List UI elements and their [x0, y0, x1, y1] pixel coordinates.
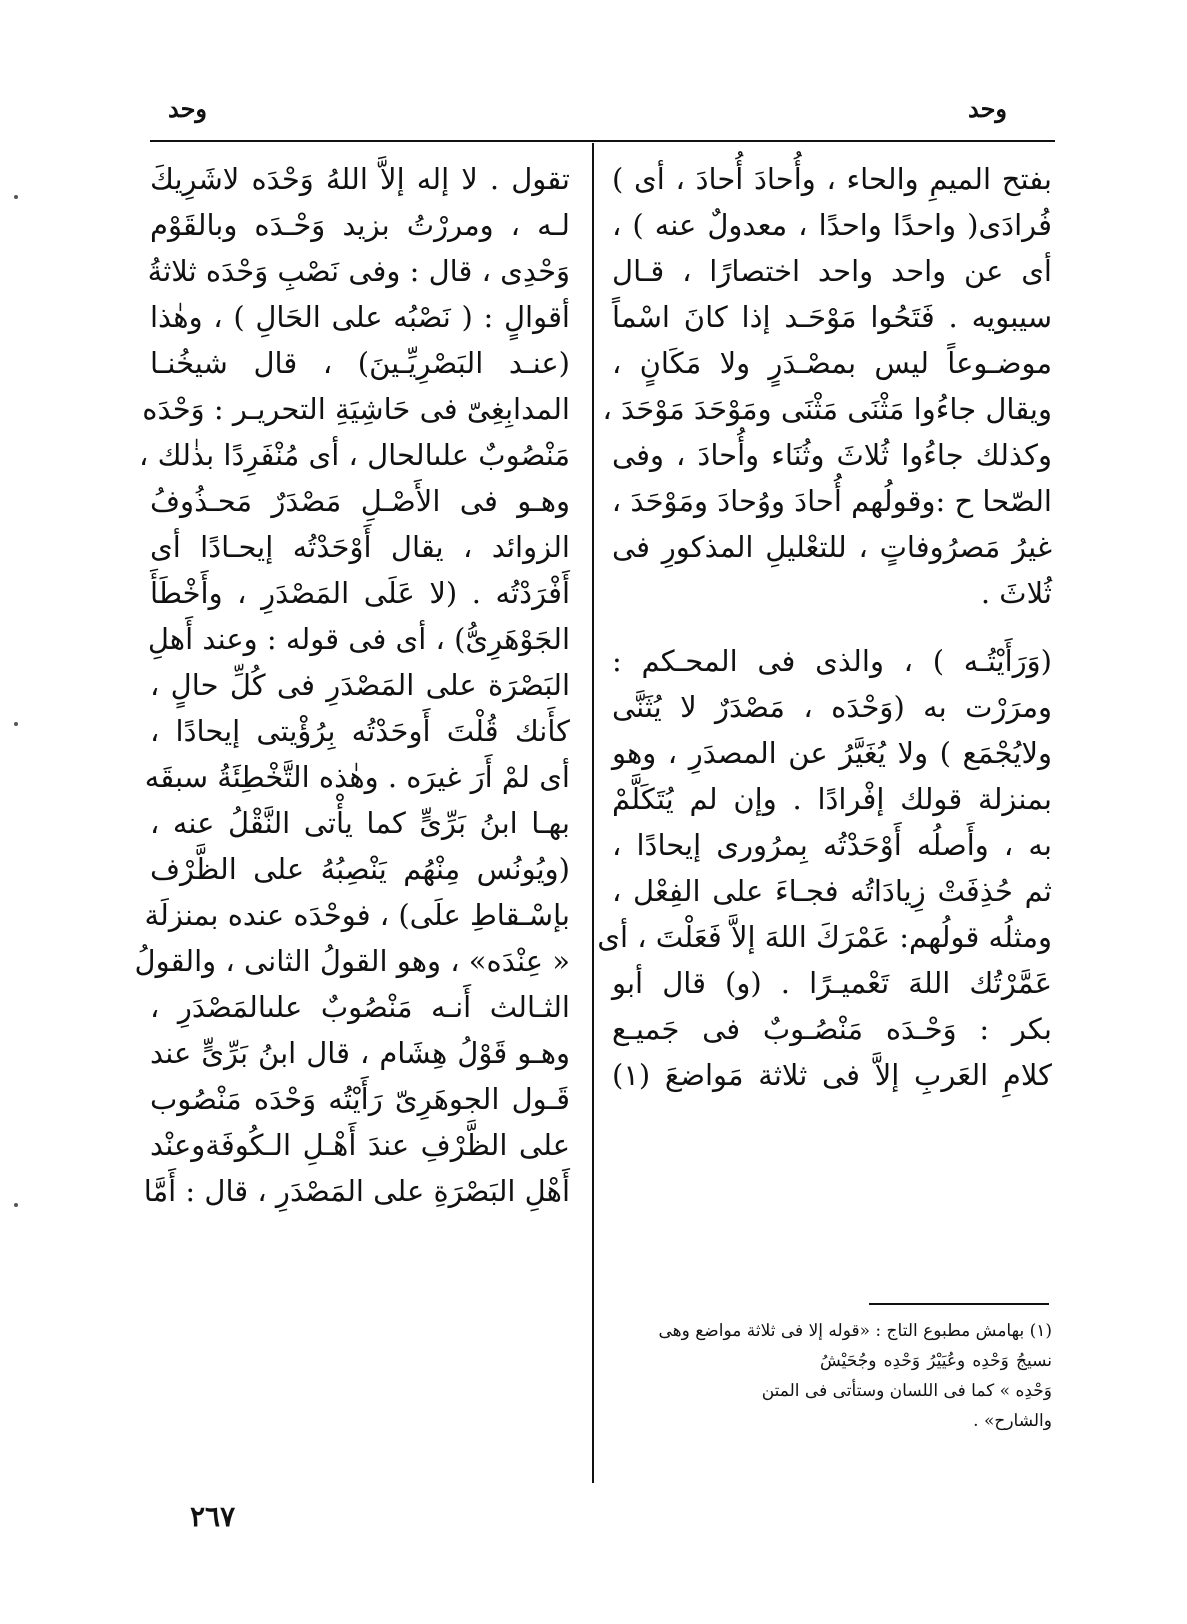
footnote-rule: [869, 1303, 1049, 1305]
text-line: بفتح الميمِ والحاء ، وأُحادَ أُحادَ ، أى ): [612, 162, 1052, 196]
text-line: المدابِغِىّ فى حَاشِيَةِ التحريـر : وَحْدَه: [142, 392, 570, 426]
text-line: (وَرَأَيْتُـه ) ، والذى فى المحـكم :: [612, 644, 1052, 678]
scan-speck: [14, 195, 18, 199]
text-line: بكر : وَحْـدَه مَنْصُـوبٌ فى جَميـع: [612, 1012, 1052, 1046]
footnote-line: نسيجُ وَحْدِه وعُيَيْرُ وَحْدِه وجُحَيْشُ: [820, 1351, 1052, 1371]
text-line: أى عن واحد واحد اختصارًا ، قـال: [612, 254, 1052, 288]
footnote-line: (١) بهامش مطبوع التاج : «قوله إلا فى ثلاثة مواضع وهى: [658, 1321, 1052, 1341]
text-line: بإسْـقاطِ علَى) ، فوحْدَه عنده بمنزلَة: [144, 898, 570, 932]
text-line: وهـو قَوْلُ هِشَام ، قال ابنُ بَرِّىٍّ عند: [150, 1036, 570, 1070]
text-line: قَـول الجوهَرِىّ رَأَيْتُه وَحْدَه مَنْصُوب: [150, 1082, 570, 1116]
text-line: أقوالٍ : ( نَصْبُه على الحَالِ ) ، وهٰذا: [150, 300, 570, 334]
text-line: « عِنْدَه» ، وهو القولُ الثانى ، والقولُ: [134, 944, 570, 978]
text-line: عَمَّرْتُك اللهَ تَعْميـرًا . (و) قال أبو: [612, 966, 1052, 1000]
text-line: ولايُجْمَع ) ولا يُغَيَّرُ عن المصدَرِ ، وهو: [612, 736, 1052, 770]
text-line: ويقال جاءُوا مَثْنَى مَثْنَى ومَوْحَدَ مَوْحَدَ ،: [602, 392, 1052, 426]
text-line: ثم حُذِفَتْ زِيادَاتُه فجـاءَ على الفِعْل ،: [612, 874, 1052, 908]
text-line: أَفْرَدْتُه . (لا عَلَى المَصْدَرِ ، وأَخْطَأَ: [150, 576, 570, 610]
column-divider: [592, 143, 594, 1483]
text-line: أَهْلِ البَصْرَةِ على المَصْدَرِ ، قال : أَمَّا: [143, 1174, 570, 1208]
footnote-line: والشارح» .: [973, 1411, 1052, 1431]
text-line: ثُلاثَ .: [980, 576, 1052, 610]
text-line: مَنْصُوبٌ علىالحال ، أى مُنْفَرِدًا بذٰلك ،: [139, 438, 570, 472]
text-line: فُرادَى( واحدًا واحدًا ، معدولٌ عنه ) ،: [612, 208, 1052, 242]
text-line: الجَوْهَرِىُّ) ، أى فى قوله : وعند أَهلِ: [147, 622, 570, 656]
text-line: وكذلك جاءُوا ثُلاثَ وثُنَاء وأُحادَ ، وفى: [612, 438, 1052, 472]
scan-speck: [14, 1203, 18, 1207]
text-line: (عنـد البَصْرِيِّـينَ) ، قال شيخُنـا: [150, 346, 570, 380]
running-header-right: وحد: [967, 94, 1007, 123]
text-line: كلامِ العَربِ إلاَّ فى ثلاثة مَواضعَ (١): [612, 1058, 1052, 1092]
text-line: بمنزلة قولك إفْرادًا . وإن لم يُتَكَلَّمْ: [612, 782, 1052, 816]
text-line: به ، وأَصلُه أَوْحَدْتُه بِمرُورى إيحادًا ،: [612, 828, 1052, 862]
footnote-line: وَحْدِه » كما فى اللسان وستأتى فى المتن: [761, 1381, 1052, 1401]
text-line: لـه ، ومررْتُ بزيد وَحْـدَه وبالقَوْم: [150, 208, 570, 242]
text-line: الثـالث أَنـه مَنْصُوبٌ علىالمَصْدَرِ ،: [150, 990, 570, 1024]
left-column: [134, 156, 570, 1214]
text-line: الصّحا ح :وقولُهم أُحادَ ووُحادَ ومَوْحَدَ ،: [611, 484, 1052, 518]
text-line: الزوائد ، يقال أَوْحَدْتُه إيحـادًا أى: [150, 530, 570, 564]
footnote: [658, 1316, 1052, 1436]
text-line: ومرَرْت به (وَحْدَه ، مَصْدَرٌ لا يُثَنَّى: [612, 690, 1052, 724]
text-line: وهـو فى الأَصْـلِ مَصْدَرٌ مَحـذُوفُ: [150, 484, 570, 518]
text-line: البَصْرَة على المَصْدَرِ فى كُلِّ حالٍ ،: [150, 668, 570, 702]
page-number: ٢٦٧: [190, 1500, 236, 1533]
text-line: بهـا ابنُ بَرِّىٍّ كما يأْتى النَّقْلُ عنه ،: [150, 806, 570, 840]
text-line: غيرُ مَصرُوفاتٍ ، للتعْليلِ المذكورِ فى: [612, 530, 1052, 564]
text-line: (ويُونُس مِنْهُم يَنْصِبُهُ على الظَّرْف: [150, 852, 570, 886]
header-rule: [150, 140, 1055, 142]
text-line: كأَنك قُلْتَ أَوحَدْتُه بِرُؤْيتى إيحادًا ،: [150, 714, 570, 748]
text-line: أى لمْ أَرَ غيرَه . وهٰذه التَّخْطِئَةُ سبقَه: [144, 760, 570, 794]
text-line: موضـوعاً ليس بمصْـدَرٍ ولا مَكَانٍ ،: [612, 346, 1052, 380]
right-column: [597, 156, 1052, 1098]
text-line: تقول . لا إله إلاَّ اللهُ وَحْدَه لاشَرِيكَ: [150, 162, 570, 196]
paragraph-gap: [612, 616, 1052, 638]
text-line: على الظَّرْفِ عندَ أَهْـلِ الـكُوفَةوعنْد: [150, 1128, 570, 1162]
text-line: ومثلُه قولُهم: عَمْرَكَ اللهَ إلاَّ فَعَلْتَ ، أى: [597, 920, 1052, 954]
running-header-left: وحد: [168, 94, 208, 123]
text-line: سيبويه . فَتَحُوا مَوْحَـد إذا كانَ اسْماً: [612, 300, 1052, 334]
scan-speck: [14, 722, 18, 726]
text-line: وَحْدِى ، قال : وفى نَصْبِ وَحْدَه ثلاثةُ: [147, 254, 570, 288]
